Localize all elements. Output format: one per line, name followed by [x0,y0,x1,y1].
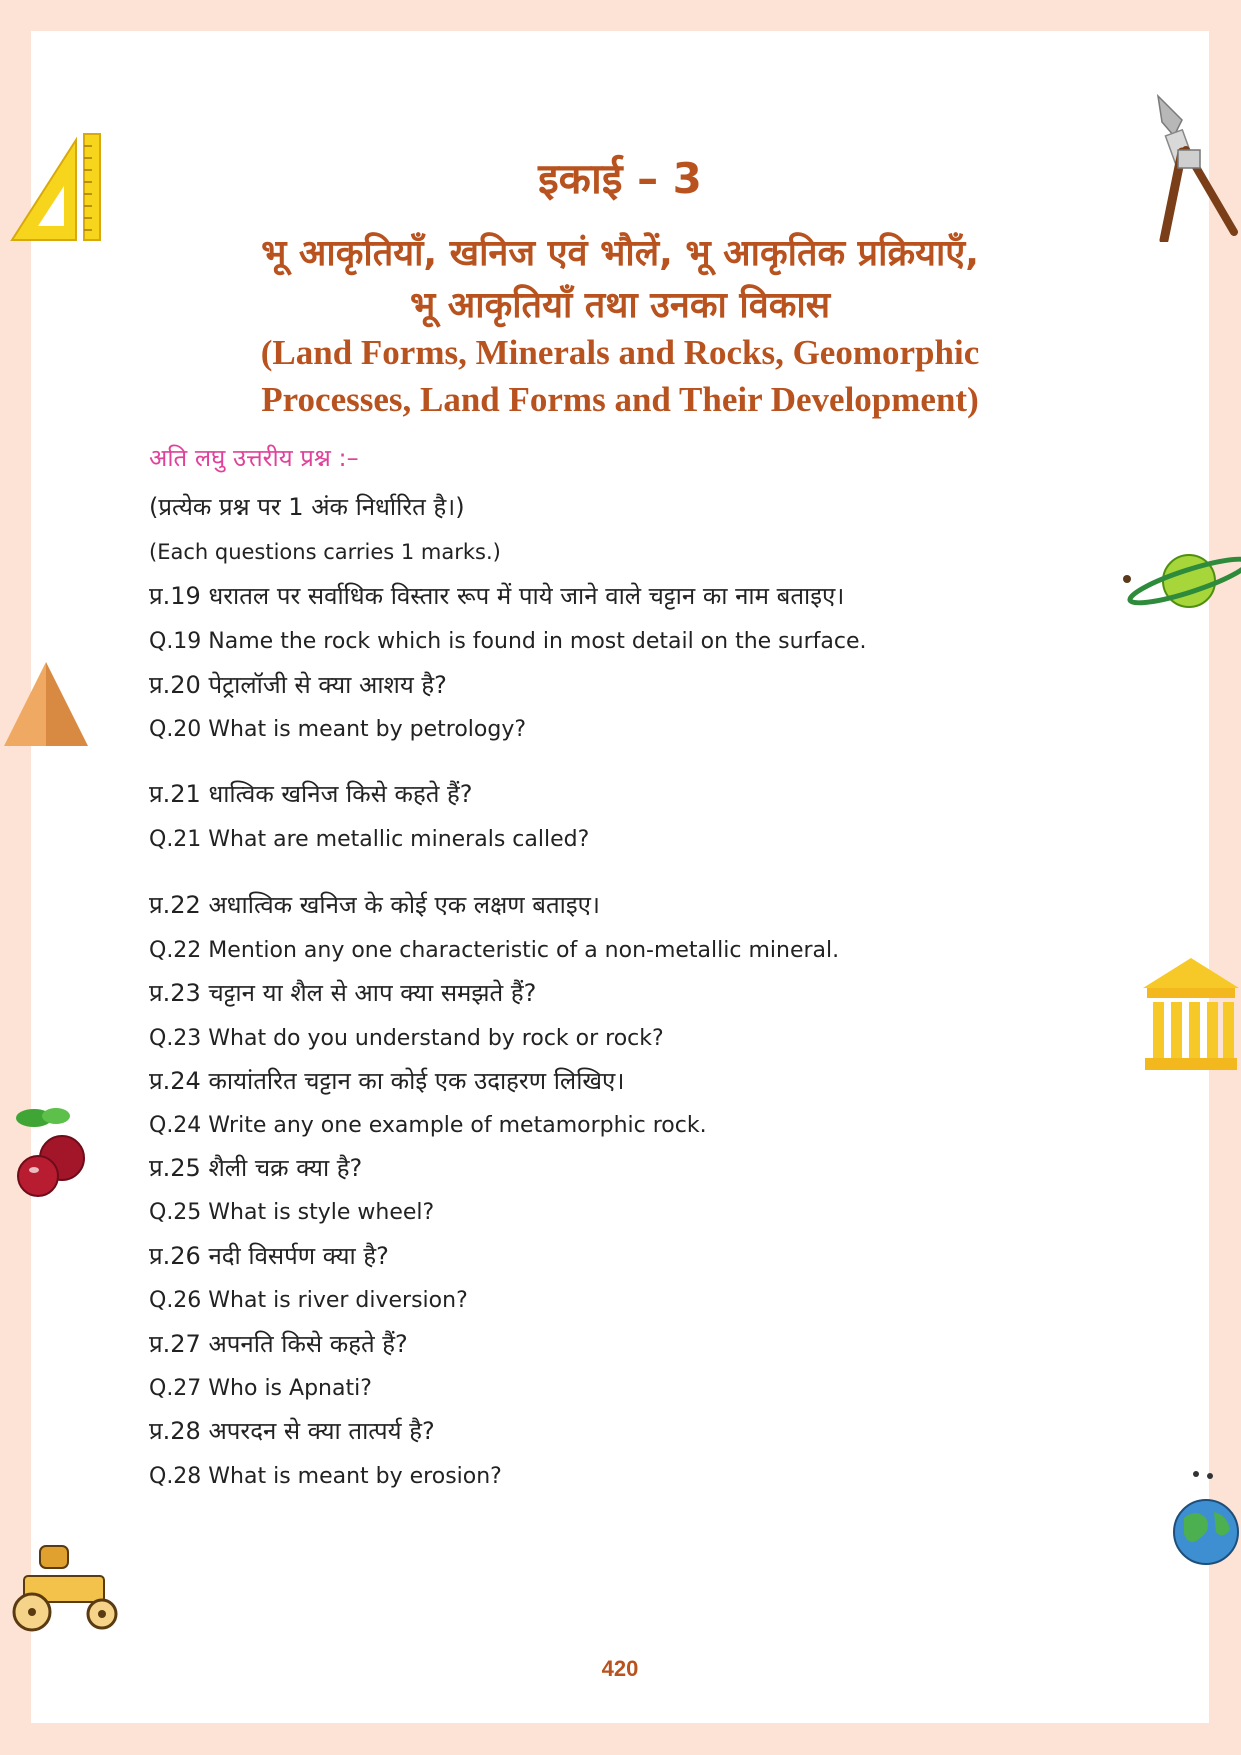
question-hindi: प्र.20 पेट्रालॉजी से क्या आशय है? [149,671,447,699]
marks-note-hindi: (प्रत्येक प्रश्न पर 1 अंक निर्धारित है।) [149,493,465,521]
question-english: Q.23 What do you understand by rock or rock? [149,1026,664,1051]
unit-title: इकाई – 3 [538,154,702,203]
question-hindi: प्र.28 अपरदन से क्या तात्पर्य है? [149,1417,435,1445]
question-english: Q.21 What are metallic minerals called? [149,827,590,852]
question-english: Q.20 What is meant by petrology? [149,717,527,742]
question-hindi: प्र.27 अपनति किसे कहते हैं? [149,1330,408,1358]
question-hindi: प्र.26 नदी विसर्पण क्या है? [149,1242,389,1270]
globe-icon [1170,1468,1240,1568]
hindi-title-line1: भू आकृतियाँ, खनिज एवं भौलें, भू आकृतिक प्रक्रियाएँ, [261,233,979,274]
question-english: Q.24 Write any one example of metamorphic rock. [149,1113,707,1138]
question-hindi: प्र.23 चट्टान या शैल से आप क्या समझते हैं? [149,979,537,1007]
question-hindi: प्र.19 धरातल पर सर्वाधिक विस्तार रूप में पाये जाने वाले चट्टान का नाम बताइए। [149,582,845,610]
question-english: Q.27 Who is Apnati? [149,1376,372,1401]
marks-note-english: (Each questions carries 1 marks.) [149,540,501,564]
question-hindi: प्र.22 अधात्विक खनिज के कोई एक लक्षण बताइए। [149,891,601,919]
question-hindi: प्र.24 कायांतरित चट्टान का कोई एक उदाहरण लिखिए। [149,1067,625,1095]
planet-icon [1113,548,1241,614]
temple-icon [1141,954,1241,1072]
page-number: 420 [601,1656,639,1681]
question-hindi: प्र.21 धात्विक खनिज किसे कहते हैं? [149,780,473,808]
question-hindi: प्र.25 शैली चक्र क्या है? [149,1154,363,1182]
document-page [31,31,1209,1723]
question-english: Q.25 What is style wheel? [149,1200,435,1225]
cart-icon [2,1534,128,1638]
berries-icon [6,1104,90,1204]
question-english: Q.19 Name the rock which is found in most detail on the surface. [149,629,867,654]
tools-icon [1152,92,1238,242]
ruler-icon [8,132,104,244]
hindi-title-line2: भू आकृतियाँ तथा उनका विकास [409,285,831,326]
question-english: Q.22 Mention any one characteristic of a non-metallic mineral. [149,938,840,963]
pyramid-icon [2,660,88,748]
english-title-line1: (Land Forms, Minerals and Rocks, Geomorphic [260,333,980,372]
section-label: अति लघु उत्तरीय प्रश्न :– [149,444,359,472]
question-english: Q.26 What is river diversion? [149,1288,468,1313]
english-title-line2: Processes, Land Forms and Their Development) [261,380,979,419]
question-english: Q.28 What is meant by erosion? [149,1464,502,1489]
